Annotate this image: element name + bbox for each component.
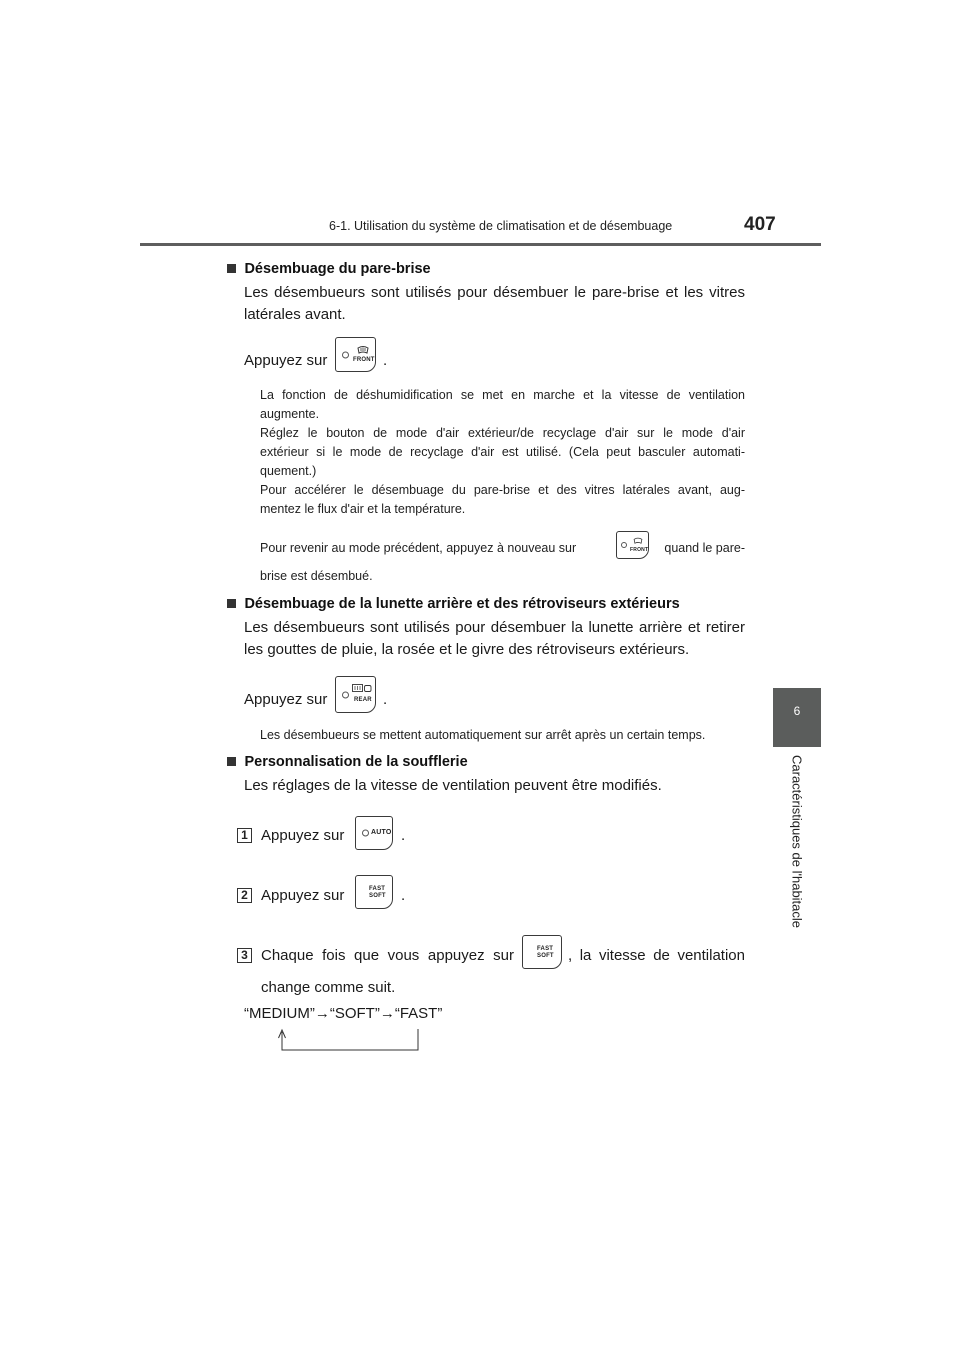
square-bullet-icon — [227, 599, 236, 608]
cycle-arrow: → — [314, 1005, 330, 1022]
windshield-intro-line2: latérales avant. — [244, 306, 346, 323]
step3-line2: change comme suit. — [261, 979, 396, 996]
indicator-lamp-icon — [362, 830, 369, 837]
rear-press-suffix: . — [383, 691, 388, 708]
fast-caption: FAST — [537, 946, 554, 952]
windshield-defrost-icon — [357, 345, 369, 354]
windshield-note-line7: mentez le flux d'air et la température. — [260, 502, 466, 516]
step-number-1: 1 — [237, 828, 252, 843]
step3-text: Chaque fois que vous appuyez sur — [261, 947, 514, 964]
step2-text: Appuyez sur — [261, 887, 345, 904]
rear-intro-line1: Les désembueurs sont utilisés pour désembuer la lunette arrière et retirer — [244, 619, 745, 636]
windshield-return-text: Pour revenir au mode précédent, appuyez à nouveau sur — [260, 541, 577, 555]
indicator-lamp-icon — [342, 691, 349, 698]
square-bullet-icon — [227, 264, 236, 273]
soft-caption: SOFT — [369, 893, 386, 899]
section-heading-windshield: Désembuage du pare-brise — [227, 260, 431, 278]
square-bullet-icon — [227, 757, 236, 766]
windshield-note-line3: Réglez le bouton de mode d'air extérieur/de recyclage d'air sur le mode d'air — [260, 426, 745, 440]
windshield-note-line2: augmente. — [260, 407, 320, 421]
auto-button-icon — [355, 816, 393, 850]
indicator-lamp-icon — [342, 351, 349, 358]
windshield-return-line2: brise est désembué. — [260, 569, 373, 583]
fast-soft-button-icon — [522, 935, 562, 969]
step2-suffix: . — [401, 887, 406, 904]
rear-press-text: Appuyez sur — [244, 691, 328, 708]
cycle-fast: “FAST” — [394, 1005, 443, 1022]
chapter-label: Caractéristiques de l'habitacle — [789, 755, 805, 929]
blower-intro: Les réglages de la vitesse de ventilation peuvent être modifiés. — [244, 777, 662, 794]
front-defroster-button-icon — [335, 337, 376, 372]
front-caption: FRONT — [630, 547, 649, 553]
front-defroster-button-icon-small — [616, 531, 649, 559]
cycle-soft: “SOFT” — [329, 1005, 380, 1022]
fast-caption: FAST — [369, 886, 386, 892]
section-title: 6-1. Utilisation du système de climatisation et de désembuage — [329, 219, 673, 233]
cycle-arrow: → — [379, 1005, 395, 1022]
section-heading-rear: Désembuage de la lunette arrière et des rétroviseurs extérieurs — [227, 595, 680, 613]
cycle-medium: “MEDIUM” — [244, 1005, 315, 1022]
rear-defroster-button-icon — [335, 676, 376, 713]
rear-defrost-icon — [352, 684, 372, 693]
front-caption: FRONT — [353, 357, 375, 363]
section-heading-blower: Personnalisation de la soufflerie — [227, 753, 468, 771]
windshield-press-text: Appuyez sur — [244, 352, 328, 369]
speed-cycle — [244, 1002, 442, 1026]
indicator-lamp-icon — [621, 542, 627, 548]
step-number-2: 2 — [237, 888, 252, 903]
windshield-note-line5: quement.) — [260, 464, 317, 478]
windshield-intro-line1: Les désembueurs sont utilisés pour désembuer le pare-brise et les vitres — [244, 284, 745, 301]
chapter-number: 6 — [793, 704, 801, 718]
rear-note: Les désembueurs se mettent automatiquement sur arrêt après un certain temps. — [260, 728, 706, 742]
step1-suffix: . — [401, 827, 406, 844]
windshield-press-suffix: . — [383, 352, 388, 369]
step3-suffix: , la vitesse de ventilation — [568, 947, 745, 964]
step-number-3: 3 — [237, 948, 252, 963]
page-number: 407 — [744, 214, 776, 235]
cycle-return-arrow-icon — [274, 1028, 424, 1056]
soft-caption: SOFT — [537, 953, 554, 959]
rear-intro-line2: les gouttes de pluie, la rosée et le givre des rétroviseurs extérieurs. — [244, 641, 690, 658]
windshield-defrost-icon — [633, 537, 643, 544]
auto-caption: AUTO — [371, 829, 392, 836]
fast-soft-button-icon — [355, 875, 393, 909]
windshield-note-line4: extérieur si le mode de recyclage d'air est utilisé. (Cela peut basculer automati- — [260, 445, 745, 459]
header-rule — [140, 243, 821, 246]
rear-caption: REAR — [354, 697, 372, 703]
step1-text: Appuyez sur — [261, 827, 345, 844]
windshield-note-line6: Pour accélérer le désembuage du pare-brise et des vitres latérales avant, aug- — [260, 483, 745, 497]
windshield-note-line1: La fonction de déshumidification se met en marche et la vitesse de ventilation — [260, 388, 745, 402]
windshield-return-suffix: quand le pare- — [664, 541, 745, 555]
